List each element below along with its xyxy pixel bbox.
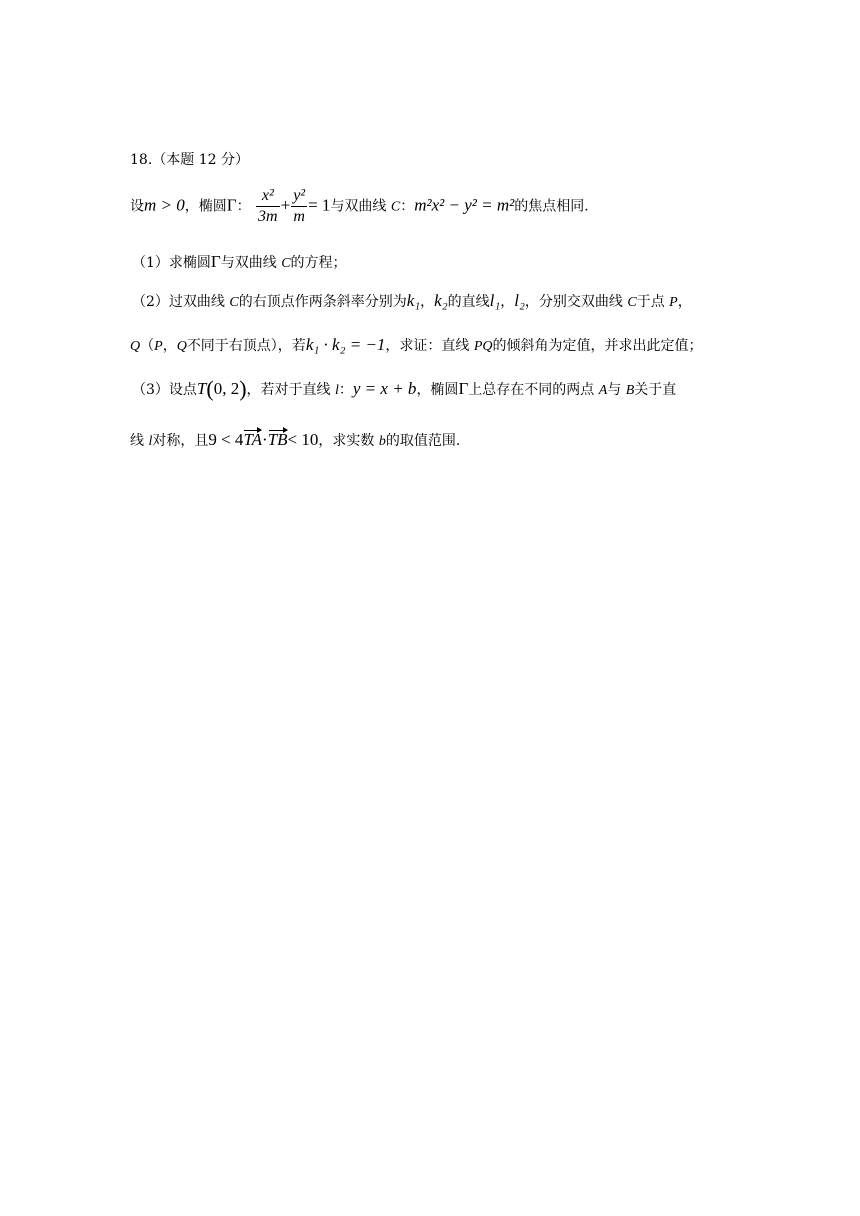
intro-text: 的焦点相同. <box>514 198 589 215</box>
intro-text: 设 <box>130 198 144 215</box>
point-t-coordinates: 0, 2 <box>213 379 240 398</box>
intro-text: ： <box>400 198 415 215</box>
gamma-symbol: Γ <box>226 195 237 215</box>
gamma-symbol: Γ <box>458 379 469 398</box>
part-3-text: ： <box>338 382 353 398</box>
line-l: l <box>148 434 153 449</box>
inequality-left: 9 < 4 <box>208 430 244 449</box>
part-3-text: 上总存在不同的两点 <box>468 382 599 398</box>
slope-k2: k₂ <box>434 291 448 310</box>
part-2-text: 于点 <box>636 294 670 310</box>
slope-k1: k₁ <box>406 291 421 310</box>
point-a: A <box>598 383 608 398</box>
part-3-text: 关于直 <box>634 382 677 398</box>
part-3-text: 线 <box>130 433 149 449</box>
line-l2: l₂ <box>514 291 525 310</box>
part-1-text: （1）求椭圆 <box>132 255 211 271</box>
part-2-text: ， <box>677 294 692 310</box>
line-l: l <box>335 383 339 398</box>
part-2-text: ， <box>420 294 435 310</box>
point-b: B <box>625 383 635 398</box>
intro-text: ，椭圆 <box>184 198 227 215</box>
slope-product-equation: k₁ · k₂ = −1 <box>305 335 386 354</box>
line-pq: PQ <box>473 339 493 354</box>
fraction-denominator: m <box>293 208 305 225</box>
fraction-denominator: 3m <box>258 208 278 225</box>
part-1-text: 与双曲线 <box>220 255 282 271</box>
part-2-text: ， <box>162 338 177 354</box>
problem-intro <box>130 186 589 227</box>
point-q: Q <box>176 339 187 354</box>
hyperbola-name: C <box>281 256 291 271</box>
vector-tb: TB <box>267 430 288 449</box>
intro-text: 与双曲线 <box>330 198 391 215</box>
fraction-y2-over-m <box>291 186 307 227</box>
dot-product-symbol: · <box>262 430 268 449</box>
part-2-text: ，分别交双曲线 <box>524 294 628 310</box>
part-3-text: ，若对于直线 <box>246 382 335 398</box>
left-paren: ( <box>206 376 214 401</box>
condition-m-positive: m > 0 <box>144 195 185 215</box>
point-p: P <box>154 339 163 354</box>
part-2-text: 的右顶点作两条斜率分别为 <box>238 294 407 310</box>
part-2-line-2 <box>130 335 703 357</box>
plus-sign: + <box>280 195 291 215</box>
point-t: T <box>196 379 207 398</box>
hyperbola-name: C <box>390 199 401 215</box>
part-3-line-1 <box>132 376 677 401</box>
fraction-numerator: y² <box>291 186 307 207</box>
part-3-text: 的取值范围. <box>385 433 461 449</box>
inequality-right: < 10 <box>287 430 319 449</box>
vector-ta: TA <box>243 430 263 449</box>
part-2-line-1 <box>132 291 692 313</box>
part-3-text: ，求实数 <box>318 433 379 449</box>
right-paren: ) <box>239 376 247 401</box>
line-l1: l₁ <box>489 291 501 310</box>
problem-header: 18.（本题 12 分） <box>130 152 249 168</box>
part-3-text: 与 <box>607 382 626 398</box>
part-3-text: （3）设点 <box>132 382 197 398</box>
part-3-line-2 <box>130 430 460 452</box>
part-1-text: 的方程； <box>290 255 347 271</box>
equals-one: = 1 <box>308 195 331 215</box>
hyperbola-name: C <box>627 295 637 310</box>
part-3-text: 对称，且 <box>152 433 209 449</box>
gamma-symbol: Γ <box>210 252 221 271</box>
part-2-text: ，求证：直线 <box>385 338 474 354</box>
variable-b: b <box>378 434 386 449</box>
fraction-x2-over-3m <box>256 186 280 227</box>
point-q: Q <box>130 339 141 354</box>
hyperbola-equation: m²x² − y² = m² <box>414 195 515 215</box>
part-2-text: ， <box>500 294 515 310</box>
part-2-text: （2）过双曲线 <box>132 294 230 310</box>
part-2-text: 的直线 <box>447 294 490 310</box>
part-2-text: 的倾斜角为定值，并求出此定值； <box>492 338 703 354</box>
line-equation: y = x + b <box>352 379 417 398</box>
fraction-numerator: x² <box>256 186 280 207</box>
part-3-text: ，椭圆 <box>416 382 459 398</box>
part-2-text: 不同于右顶点），若 <box>186 338 306 354</box>
point-p: P <box>669 295 678 310</box>
intro-text: ： <box>236 198 251 215</box>
part-2-text: （ <box>140 338 155 354</box>
part-1 <box>132 252 347 274</box>
hyperbola-name: C <box>229 295 239 310</box>
